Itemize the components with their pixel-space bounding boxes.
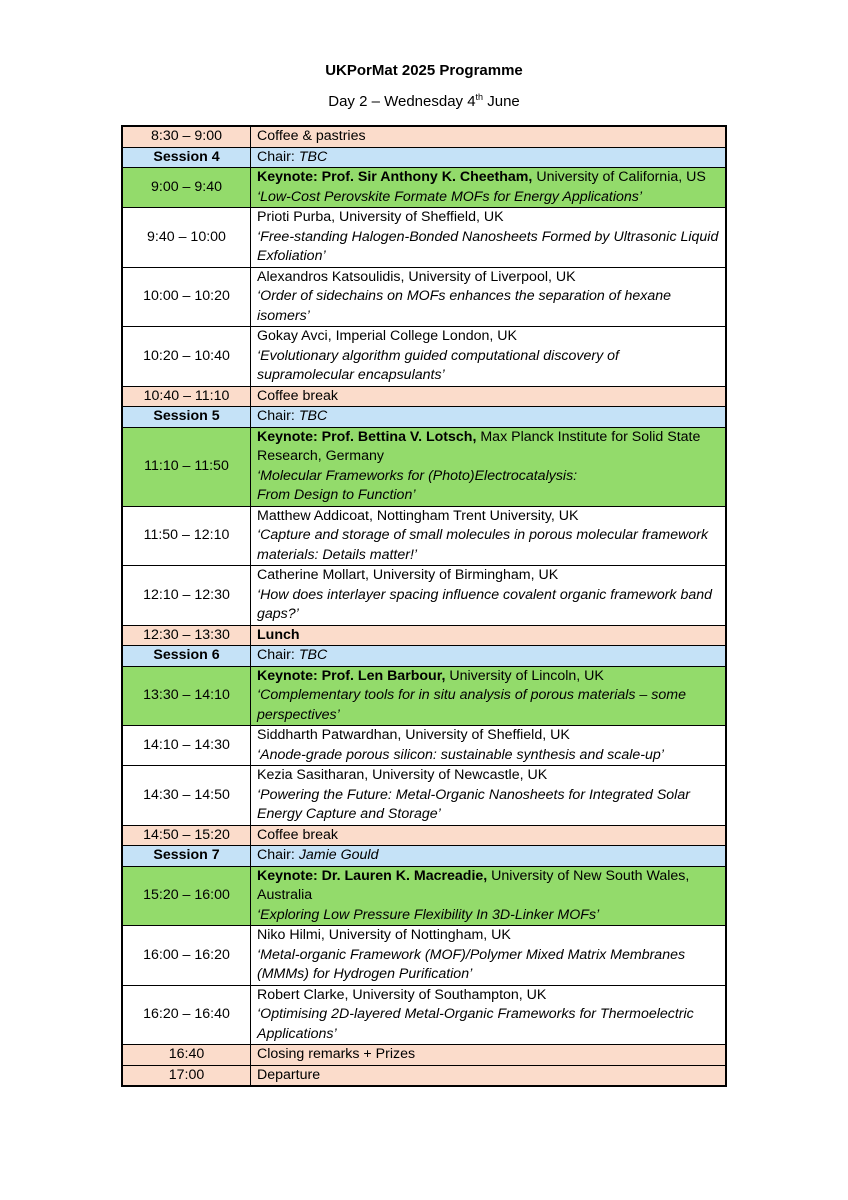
session-label: Session 7 — [122, 846, 251, 867]
keynote-speaker: Keynote: Prof. Sir Anthony K. Cheetham, — [257, 169, 533, 185]
page-subtitle: Day 2 – Wednesday 4th June — [328, 92, 520, 110]
talk-title: ‘Optimising 2D-layered Metal-Organic Frameworks for Thermoelectric Applications’ — [257, 1006, 694, 1042]
time-cell: 14:10 – 14:30 — [122, 726, 251, 766]
keynote-speaker: Keynote: Prof. Bettina V. Lotsch, — [257, 428, 477, 445]
time-cell: 15:20 – 16:00 — [122, 866, 251, 926]
break-cell: Lunch — [251, 625, 727, 646]
keynote-affiliation: University of New South Wales, Australia — [257, 867, 690, 903]
table-row — [122, 386, 726, 407]
time-cell: 12:30 – 13:30 — [122, 625, 251, 646]
table-row — [122, 625, 726, 646]
page-title: UKPorMat 2025 Programme — [325, 62, 523, 79]
keynote-affiliation: Max Planck Institute for Solid State Research, Germany — [257, 428, 701, 464]
chair-cell: Chair: TBC — [251, 147, 727, 168]
table-row — [122, 126, 726, 147]
session-label: Session 4 — [122, 147, 251, 168]
break-cell: Closing remarks + Prizes — [251, 1045, 727, 1066]
talk-cell — [251, 726, 727, 766]
talk-cell — [251, 208, 727, 268]
table-row — [122, 1065, 726, 1086]
talk-title-line2: From Design to Function’ — [257, 487, 416, 503]
table-row — [122, 666, 726, 726]
time-cell: 10:00 – 10:20 — [122, 267, 251, 327]
talk-cell — [251, 866, 727, 926]
speaker: Siddharth Patwardhan, University of Sheffield, UK — [257, 727, 570, 743]
keynote-affiliation: University of California, US — [532, 169, 706, 185]
talk-title: ‘Evolutionary algorithm guided computational discovery of supramolecular encapsulants’ — [257, 347, 619, 383]
keynote-speaker: Keynote: Prof. Len Barbour, — [257, 667, 446, 684]
time-cell: 10:40 – 11:10 — [122, 386, 251, 407]
talk-title: ‘Metal-organic Framework (MOF)/Polymer Mixed Matrix Membranes (MMMs) for Hydrogen Purification’ — [257, 946, 686, 982]
keynote-affiliation: University of Lincoln, UK — [445, 667, 604, 684]
talk-title: ‘Powering the Future: Metal-Organic Nanosheets for Integrated Solar Energy Capture and Storage’ — [257, 786, 690, 822]
table-row — [122, 846, 726, 867]
speaker: Kezia Sasitharan, University of Newcastle, UK — [257, 767, 548, 783]
speaker: Catherine Mollart, University of Birmingham, UK — [257, 567, 559, 583]
chair-cell: Chair: TBC — [251, 646, 727, 667]
table-row — [122, 926, 726, 986]
programme-table — [121, 125, 727, 1087]
table-row — [122, 1045, 726, 1066]
time-cell: 9:40 – 10:00 — [122, 208, 251, 268]
talk-cell — [251, 427, 727, 506]
speaker: Matthew Addicoat, Nottingham Trent University, UK — [257, 507, 579, 524]
speaker: Robert Clarke, University of Southampton, UK — [257, 986, 547, 1003]
talk-cell — [251, 267, 727, 327]
table-row — [122, 766, 726, 826]
time-cell: 17:00 — [122, 1065, 251, 1086]
talk-cell — [251, 666, 727, 726]
talk-title: ‘Capture and storage of small molecules in porous molecular framework materials: Details matter!’ — [257, 527, 709, 563]
table-row — [122, 267, 726, 327]
table-row — [122, 327, 726, 387]
table-row — [122, 147, 726, 168]
talk-cell — [251, 168, 727, 208]
time-cell: 14:30 – 14:50 — [122, 766, 251, 826]
talk-cell — [251, 766, 727, 826]
table-row — [122, 866, 726, 926]
talk-cell — [251, 926, 727, 986]
time-cell: 12:10 – 12:30 — [122, 566, 251, 626]
talk-cell — [251, 327, 727, 387]
time-cell: 10:20 – 10:40 — [122, 327, 251, 387]
keynote-speaker: Keynote: Dr. Lauren K. Macreadie, — [257, 867, 488, 884]
talk-title: ‘How does interlayer spacing influence covalent organic framework band gaps?’ — [257, 586, 713, 622]
table-row — [122, 985, 726, 1045]
table-row — [122, 168, 726, 208]
table-row — [122, 646, 726, 667]
time-cell: 11:10 – 11:50 — [122, 427, 251, 506]
talk-title: ‘Exploring Low Pressure Flexibility In 3D-Linker MOFs’ — [257, 906, 600, 923]
time-cell: 16:40 — [122, 1045, 251, 1066]
speaker: Niko Hilmi, University of Nottingham, UK — [257, 927, 511, 943]
time-cell: 16:00 – 16:20 — [122, 926, 251, 986]
table-row — [122, 566, 726, 626]
break-cell: Departure — [251, 1065, 727, 1086]
talk-cell — [251, 566, 727, 626]
table-row — [122, 208, 726, 268]
time-cell: 14:50 – 15:20 — [122, 825, 251, 846]
time-cell: 13:30 – 14:10 — [122, 666, 251, 726]
time-cell: 11:50 – 12:10 — [122, 506, 251, 566]
talk-title: ‘Free-standing Halogen-Bonded Nanosheets Formed by Ultrasonic Liquid Exfoliation’ — [257, 228, 719, 264]
chair-name: TBC — [298, 647, 328, 663]
talk-title: ‘Complementary tools for in situ analysis of porous materials – some perspectives’ — [257, 687, 686, 723]
chair-name: Jamie Gould — [298, 847, 379, 863]
session-label: Session 5 — [122, 407, 251, 428]
time-cell: 9:00 – 9:40 — [122, 168, 251, 208]
talk-cell — [251, 985, 727, 1045]
speaker: Alexandros Katsoulidis, University of Liverpool, UK — [257, 268, 576, 285]
talk-cell — [251, 506, 727, 566]
chair-name: TBC — [298, 408, 328, 424]
session-label: Session 6 — [122, 646, 251, 667]
chair-name: TBC — [298, 148, 328, 165]
time-cell: 8:30 – 9:00 — [122, 126, 251, 147]
time-cell: 16:20 – 16:40 — [122, 985, 251, 1045]
break-cell: Coffee break — [251, 386, 727, 407]
table-row — [122, 825, 726, 846]
table-row — [122, 427, 726, 506]
chair-cell: Chair: TBC — [251, 407, 727, 428]
talk-title: ‘Order of sidechains on MOFs enhances the separation of hexane isomers’ — [257, 288, 672, 324]
chair-cell: Chair: Jamie Gould — [251, 846, 727, 867]
speaker: Gokay Avci, Imperial College London, UK — [257, 328, 517, 344]
table-row — [122, 726, 726, 766]
break-cell: Coffee break — [251, 825, 727, 846]
speaker: Prioti Purba, University of Sheffield, UK — [257, 209, 504, 225]
table-row — [122, 407, 726, 428]
talk-title: ‘Molecular Frameworks for (Photo)Electrocatalysis: — [257, 467, 578, 484]
talk-title: ‘Low-Cost Perovskite Formate MOFs for Energy Applications’ — [257, 188, 643, 205]
table-row — [122, 506, 726, 566]
talk-title: ‘Anode-grade porous silicon: sustainable synthesis and scale-up’ — [257, 746, 664, 763]
break-cell: Coffee & pastries — [251, 126, 727, 147]
